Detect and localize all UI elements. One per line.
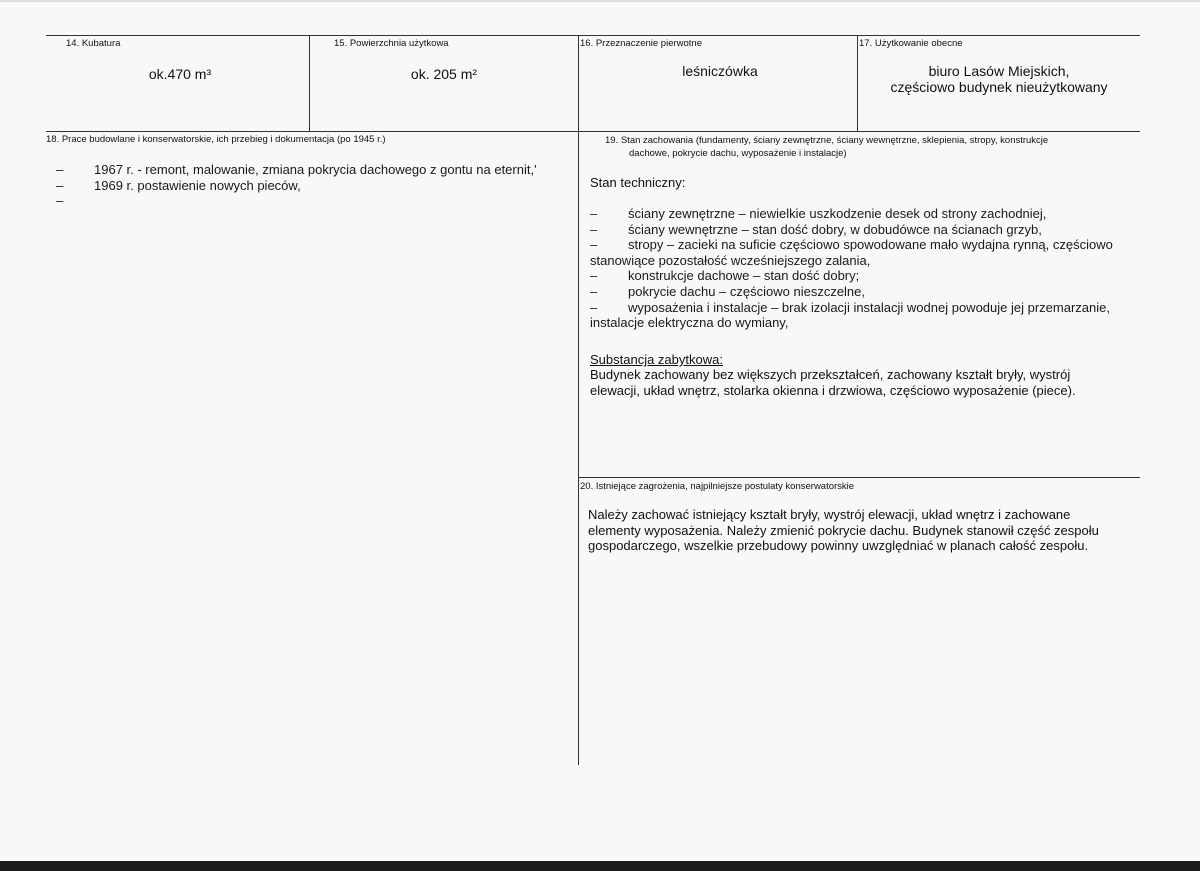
section20-top-rule [578,477,1140,478]
list-item: – pokrycie dachu – częściowo nieszczelne, [590,283,866,299]
field-17-value-line1: biuro Lasów Miejskich, [928,63,1070,79]
col-divider-2 [578,35,579,765]
field-17-label: 17. Użytkowanie obecne [859,38,963,49]
list-item: – 1967 r. - remont, malowanie, zmiana pokrycia dachowego z gontu na eternit,' [56,162,537,177]
list-item [590,315,1138,331]
section-18-label: 18. Prace budowlane i konserwatorskie, ich przebieg i dokumentacja (po 1945 r.) [46,134,386,145]
field-14-label: 14. Kubatura [66,38,121,49]
list-item: – ściany wewnętrzne – stan dość dobry, w dobudówce na ścianach grzyb, [590,221,1042,237]
list-item-text: stanowiące pozostałość wcześniejszego zalania, [590,252,871,268]
row1-bottom-rule [46,131,1140,132]
list-item-text: pokrycie dachu – częściowo nieszczelne, [628,283,866,299]
list-item: – stropy – zacieki na suficie częściowo spowodowane mało wydajna rynną, częściowo [590,237,1113,253]
section-20-text: Należy zachować istniejący kształt bryły, wystrój elewacji, układ wnętrz i zachowane elementy wyposażenia. Należy zmienić pokrycie dachu. Budynek stanowił część zespołu gospodarczego, wszelkie przebudowy powinny uwzględniać w planach całość zespołu. [588,507,1099,554]
section-19-list [590,206,1138,331]
list-item-text: konstrukcje dachowe – stan dość dobry; [628,268,860,284]
list-item: – wyposażenia i instalacje – brak izolacji instalacji wodnej powoduje jej przemarzanie, [590,299,1110,315]
list-item-text: stropy – zacieki na suficie częściowo spowodowane mało wydajna rynną, częściowo [628,237,1113,253]
section-18-list [56,162,571,209]
col-divider-3 [857,35,858,131]
field-14-value: ok.470 m³ [148,66,212,82]
list-item: – konstrukcje dachowe – stan dość dobry; [590,268,860,284]
stan-techniczny-heading: Stan techniczny: [590,175,686,190]
substancja-heading: Substancja zabytkowa: [590,352,723,367]
field-17-value-line2: częściowo budynek nieużytkowany [890,79,1108,95]
col-divider-1 [309,35,310,131]
list-item-text: 1969 r. postawienie nowych pieców, [94,177,301,193]
field-15-value: ok. 205 m² [410,66,478,82]
top-rule [46,35,1140,36]
scan-edge-top [0,0,1200,2]
field-15-label: 15. Powierzchnia użytkowa [334,38,449,49]
section-20-label: 20. Istniejące zagrożenia, najpilniejsze postulaty konserwatorskie [580,481,855,492]
list-item [590,253,1138,269]
list-item-text: instalacje elektryczna do wymiany, [590,315,789,331]
list-item-text: wyposażenia i instalacje – brak izolacji instalacji wodnej powoduje jej przemarzanie, [628,299,1110,315]
substancja-text: Budynek zachowany bez większych przekształceń, zachowany kształt bryły, wystrój elewacji, układ wnętrz, stolarka okienna i drzwiowa, częściowo wyposażenie (piece). [590,367,1076,398]
scan-edge-bottom [0,861,1200,871]
list-item: – 1969 r. postawienie nowych pieców, [56,177,301,193]
list-item: – ściany zewnętrzne – niewielkie uszkodzenie desek od strony zachodniej, [590,206,1047,221]
section-19-label-line2: dachowe, pokrycie dachu, wyposażenie i instalacje) [629,148,847,159]
section-19-label-line1: 19. Stan zachowania (fundamenty, ściany zewnętrzne, ściany wewnętrzne, sklepienia, stropy, konstrukcje [605,135,1049,146]
list-item: – [56,193,64,209]
field-16-label: 16. Przeznaczenie pierwotne [580,38,702,49]
list-item-text: 1967 r. - remont, malowanie, zmiana pokrycia dachowego z gontu na eternit,' [94,162,537,177]
field-16-value: leśniczówka [682,63,758,79]
list-item-text: ściany wewnętrzne – stan dość dobry, w dobudówce na ścianach grzyb, [628,221,1042,237]
list-item-text: ściany zewnętrzne – niewielkie uszkodzenie desek od strony zachodniej, [628,206,1047,221]
